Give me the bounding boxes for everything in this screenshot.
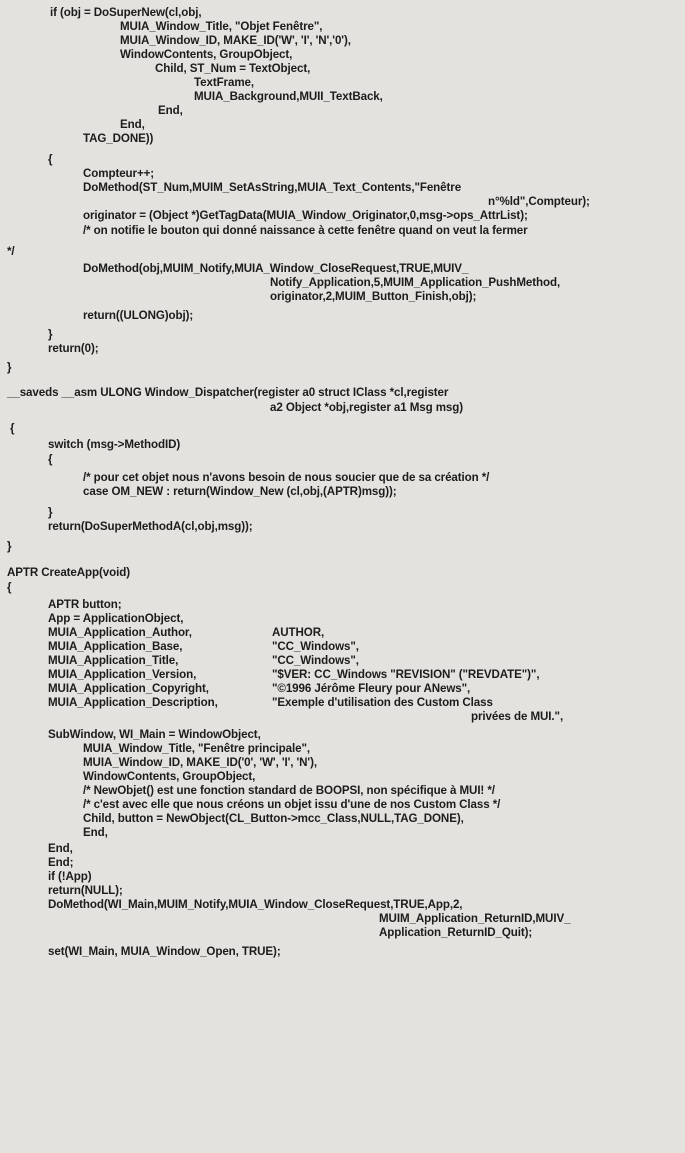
code-line: switch (msg->MethodID): [48, 438, 181, 451]
code-line: MUIA_Application_Title,: [48, 654, 179, 667]
code-line: }: [48, 328, 53, 341]
code-line: Application_ReturnID_Quit);: [379, 926, 533, 939]
code-line: Child, button = NewObject(CL_Button->mcc_Class,NULL,TAG_DONE),: [83, 812, 464, 825]
code-line: }: [7, 540, 12, 553]
code-line: return(NULL);: [48, 884, 123, 897]
code-line: End,: [48, 842, 73, 855]
code-line: privées de MUI.",: [471, 710, 564, 723]
code-line: a2 Object *obj,register a1 Msg msg): [270, 401, 464, 414]
code-line: {: [7, 581, 12, 594]
code-line: MUIA_Application_Author,: [48, 626, 192, 639]
code-line: Notify_Application,5,MUIM_Application_PushMethod,: [270, 276, 561, 289]
code-line: DoMethod(WI_Main,MUIM_Notify,MUIA_Window_CloseRequest,TRUE,App,2,: [48, 898, 463, 911]
code-line: Child, ST_Num = TextObject,: [155, 62, 311, 75]
code-line: return(DoSuperMethodA(cl,obj,msg));: [48, 520, 253, 533]
code-line: {: [10, 422, 15, 435]
code-line: MUIA_Window_ID, MAKE_ID('W', 'I', 'N','0'),: [120, 34, 351, 47]
code-line: MUIM_Application_ReturnID,MUIV_: [379, 912, 571, 925]
code-line: originator = (Object *)GetTagData(MUIA_Window_Originator,0,msg->ops_AttrList);: [83, 209, 528, 222]
code-line: }: [48, 506, 53, 519]
code-line: "$VER: CC_Windows "REVISION" ("REVDATE")",: [272, 668, 540, 681]
code-line: APTR button;: [48, 598, 122, 611]
code-line: n°%ld",Compteur);: [488, 195, 590, 208]
code-line: End,: [83, 826, 108, 839]
code-line: WindowContents, GroupObject,: [120, 48, 293, 61]
code-line: return((ULONG)obj);: [83, 309, 194, 322]
code-line: return(0);: [48, 342, 99, 355]
code-line: "Exemple d'utilisation des Custom Class: [272, 696, 493, 709]
code-line: SubWindow, WI_Main = WindowObject,: [48, 728, 261, 741]
code-line: DoMethod(ST_Num,MUIM_SetAsString,MUIA_Text_Contents,"Fenêtre: [83, 181, 462, 194]
code-line: /* pour cet objet nous n'avons besoin de nous soucier que de sa création */: [83, 471, 490, 484]
code-line: if (!App): [48, 870, 92, 883]
code-line: MUIA_Window_Title, "Fenêtre principale",: [83, 742, 310, 755]
code-line: set(WI_Main, MUIA_Window_Open, TRUE);: [48, 945, 281, 958]
code-line: __saveds __asm ULONG Window_Dispatcher(register a0 struct IClass *cl,register: [7, 386, 449, 399]
code-line: {: [48, 153, 53, 166]
code-line: MUIA_Window_ID, MAKE_ID('0', 'W', 'I', 'N'),: [83, 756, 317, 769]
code-line: if (obj = DoSuperNew(cl,obj,: [50, 6, 202, 19]
code-line: App = ApplicationObject,: [48, 612, 184, 625]
code-line: WindowContents, GroupObject,: [83, 770, 256, 783]
code-line: "©1996 Jérôme Fleury pour ANews",: [272, 682, 471, 695]
code-line: "CC_Windows",: [272, 640, 359, 653]
code-line: AUTHOR,: [272, 626, 325, 639]
code-line: "CC_Windows",: [272, 654, 359, 667]
code-line: case OM_NEW : return(Window_New (cl,obj,(APTR)msg));: [83, 485, 397, 498]
code-line: */: [7, 245, 15, 258]
code-line: }: [7, 361, 12, 374]
code-line: MUIA_Background,MUII_TextBack,: [194, 90, 383, 103]
code-line: APTR CreateApp(void): [7, 566, 130, 579]
code-line: End,: [120, 118, 145, 131]
code-line: TAG_DONE)): [83, 132, 154, 145]
code-line: Compteur++;: [83, 167, 155, 180]
code-line: /* c'est avec elle que nous créons un objet issu d'une de nos Custom Class */: [83, 798, 501, 811]
code-line: /* on notifie le bouton qui donné naissance à cette fenêtre quand on veut la fermer: [83, 224, 528, 237]
code-line: /* NewObjet() est une fonction standard de BOOPSI, non spécifique à MUI! */: [83, 784, 495, 797]
code-line: End,: [158, 104, 183, 117]
code-line: MUIA_Window_Title, "Objet Fenêtre",: [120, 20, 323, 33]
code-line: MUIA_Application_Base,: [48, 640, 183, 653]
code-line: MUIA_Application_Copyright,: [48, 682, 209, 695]
code-line: TextFrame,: [194, 76, 254, 89]
code-line: End;: [48, 856, 74, 869]
code-line: {: [48, 453, 53, 466]
code-line: MUIA_Application_Description,: [48, 696, 218, 709]
code-line: originator,2,MUIM_Button_Finish,obj);: [270, 290, 477, 303]
code-line: MUIA_Application_Version,: [48, 668, 197, 681]
code-line: DoMethod(obj,MUIM_Notify,MUIA_Window_CloseRequest,TRUE,MUIV_: [83, 262, 469, 275]
